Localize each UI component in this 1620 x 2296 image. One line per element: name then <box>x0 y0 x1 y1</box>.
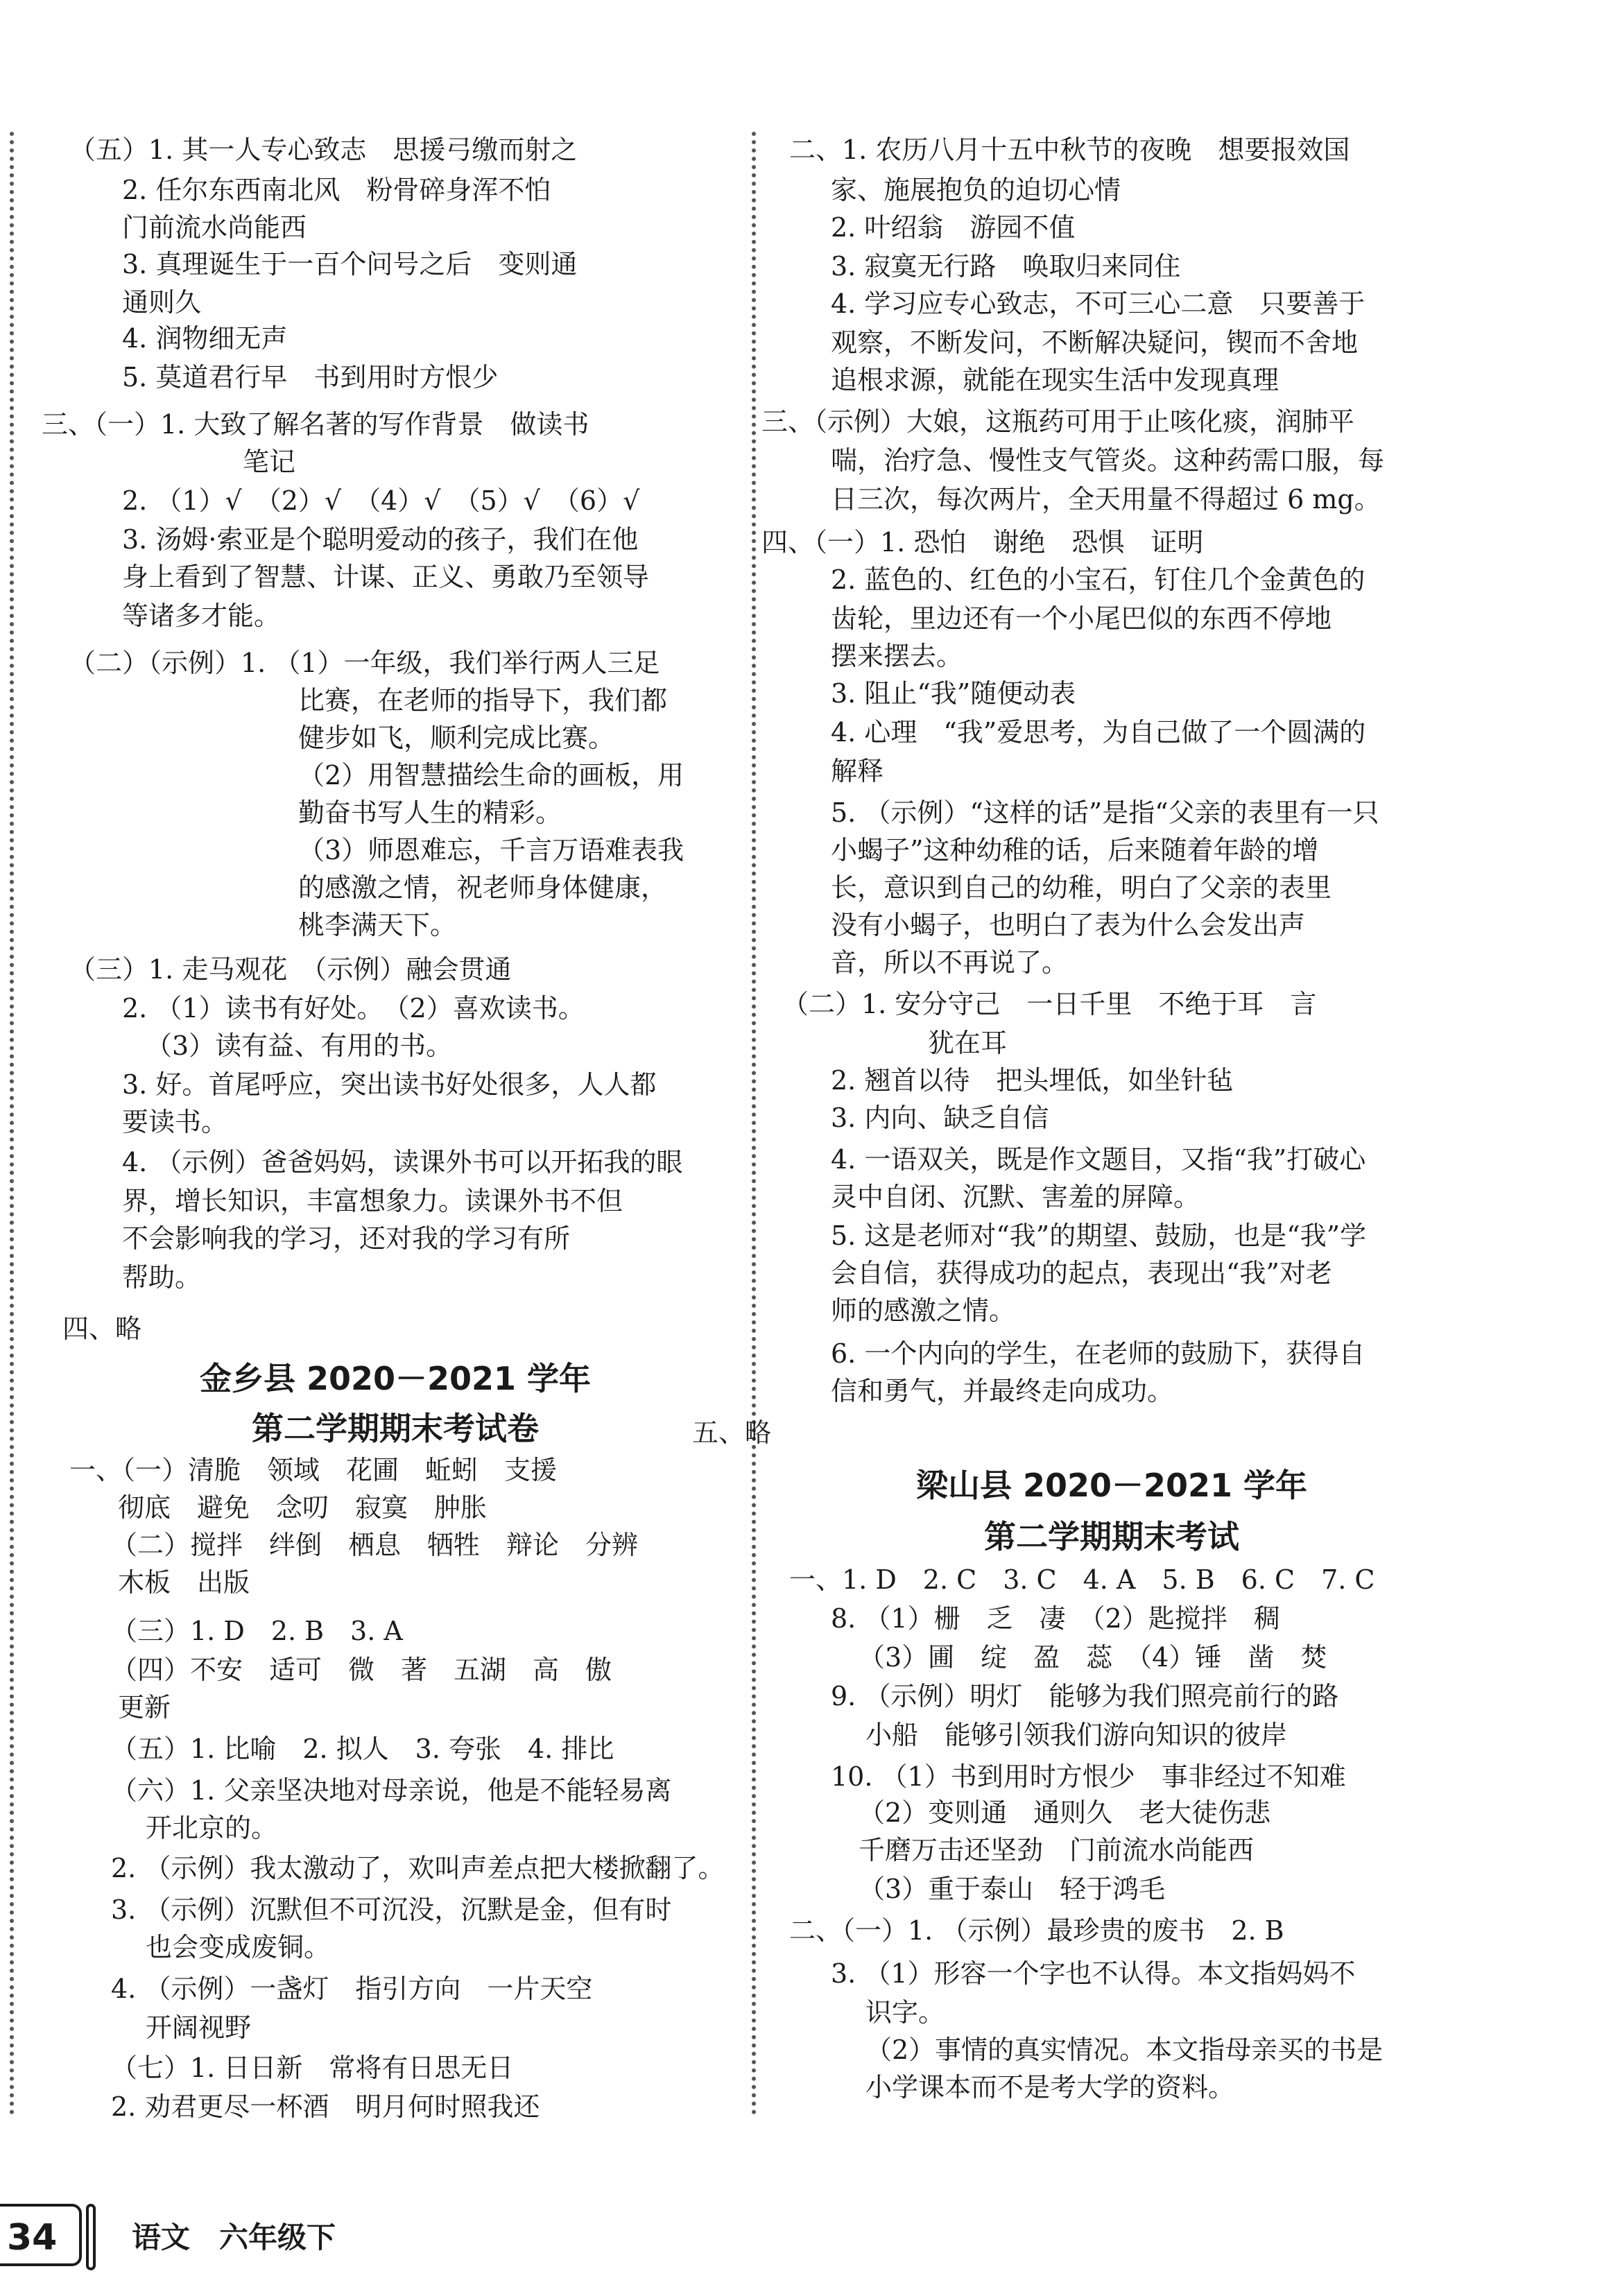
answer-line: 3. 好。首尾呼应，突出读书好处很多，人人都 <box>122 1069 657 1100</box>
answer-line: 3. 寂寞无行路 唤取归来同住 <box>831 251 1181 282</box>
answer-line: 彻底 避免 念叨 寂寞 肿胀 <box>118 1492 488 1523</box>
answer-line: 日三次，每次两片，全天用量不得超过 6 mg。 <box>831 484 1381 515</box>
answer-line: （三）1. 走马观花 （示例）融会贯通 <box>69 954 512 985</box>
answer-line: 一、（一）清脆 领域 花圃 蚯蚓 支援 <box>69 1455 558 1485</box>
answer-line: 四、略 <box>62 1313 142 1344</box>
answer-line: 齿轮，里边还有一个小尾巴似的东西不停地 <box>831 603 1332 634</box>
answer-line: 9. （示例）明灯 能够为我们照亮前行的路 <box>831 1681 1339 1711</box>
answer-line: 3. 真理诞生于一百个问号之后 变则通 <box>122 249 578 279</box>
answer-line: 5. 这是老师对“我”的期望、鼓励，也是“我”学 <box>831 1220 1367 1251</box>
answer-line: 3. 内向、缺乏自信 <box>831 1103 1049 1133</box>
answer-line: 10. （1）书到用时方恨少 事非经过不知难 <box>831 1761 1346 1792</box>
answer-line: 3. 汤姆·索亚是个聪明爱动的孩子，我们在他 <box>122 524 639 555</box>
answer-line: 五、略 <box>692 1417 772 1448</box>
answer-line: （3）圃 绽 盈 蕊 （4）锤 凿 焚 <box>859 1642 1327 1673</box>
answer-line: （2）事情的真实情况。本文指母亲买的书是 <box>865 2035 1384 2065</box>
answer-line: 灵中自闭、沉默、害羞的屏障。 <box>831 1182 1200 1212</box>
answer-line: 解释 <box>831 756 884 786</box>
answer-line: 二、1. 农历八月十五中秋节的夜晚 想要报效国 <box>789 135 1350 165</box>
answer-line: 4. 润物细无声 <box>122 323 288 354</box>
page-number: 34 <box>7 2217 58 2259</box>
answer-line: 没有小蝎子，也明白了表为什么会发出声 <box>831 910 1306 940</box>
answer-line: （三）1. D 2. B 3. A <box>111 1616 403 1646</box>
answer-line: 3. （1）形容一个字也不认得。本文指妈妈不 <box>831 1958 1356 1989</box>
answer-line: 健步如飞，顺利完成比赛。 <box>298 723 615 753</box>
subject-grade-label: 语文 六年级下 <box>132 2220 336 2254</box>
section-heading: 第二学期期末考试卷 <box>252 1410 539 1447</box>
answer-line: 木板 出版 <box>118 1567 250 1598</box>
answer-line: 四、（一）1. 恐怕 谢绝 恐惧 证明 <box>761 527 1204 558</box>
answer-line: 开阔视野 <box>146 2012 252 2043</box>
answer-line: 二、（一）1. （示例）最珍贵的废书 2. B <box>789 1915 1284 1946</box>
answer-line: 会自信，获得成功的起点，表现出“我”对老 <box>831 1258 1332 1288</box>
answer-line: 2. 任尔东西南北风 粉骨碎身浑不怕 <box>122 175 551 205</box>
answer-line: 更新 <box>118 1692 171 1723</box>
section-heading: 第二学期期末考试 <box>984 1518 1239 1555</box>
answer-line: 追根求源，就能在现实生活中发现真理 <box>831 365 1279 395</box>
answer-line: 信和勇气，并最终走向成功。 <box>831 1376 1174 1406</box>
answer-line: 帮助。 <box>122 1262 202 1293</box>
answer-line: 师的感激之情。 <box>831 1295 1016 1326</box>
answer-line: 喘，治疗急、慢性支气管炎。这种药需口服，每 <box>831 445 1385 476</box>
answer-line: 2. （示例）我太激动了，欢叫声差点把大楼掀翻了。 <box>111 1853 725 1883</box>
answer-line: 2. 劝君更尽一杯酒 明月何时照我还 <box>111 2091 540 2122</box>
left-margin-dotted-rule <box>10 132 14 2116</box>
answer-line: 门前流水尚能西 <box>122 212 307 243</box>
answer-line: 音，所以不再说了。 <box>831 947 1069 978</box>
answer-line: 要读书。 <box>122 1107 228 1137</box>
answer-line: 三、（一）1. 大致了解名著的写作背景 做读书 <box>42 409 589 440</box>
answer-line: （2）变则通 通则久 老大徒伤悲 <box>859 1797 1271 1828</box>
answer-line: 4. 一语双关，既是作文题目，又指“我”打破心 <box>831 1144 1366 1175</box>
section-heading: 金乡县 2020－2021 学年 <box>199 1360 592 1397</box>
answer-line: 2. （1）读书有好处。 （2）喜欢读书。 <box>122 993 585 1024</box>
answer-line: 4. （示例）爸爸妈妈，读课外书可以开拓我的眼 <box>122 1147 683 1177</box>
section-heading: 梁山县 2020－2021 学年 <box>915 1467 1308 1504</box>
answer-line: 通则久 <box>122 287 202 318</box>
answer-line: 千磨万击还坚劲 门前流水尚能西 <box>859 1835 1255 1865</box>
answer-line: 2. 叶绍翁 游园不值 <box>831 212 1076 243</box>
answer-line: 比赛，在老师的指导下，我们都 <box>298 685 668 716</box>
answer-line: 等诸多才能。 <box>122 601 281 631</box>
answer-line: （五）1. 其一人专心致志 思援弓缴而射之 <box>69 135 578 165</box>
answer-line: 犹在耳 <box>928 1028 1008 1058</box>
answer-line: （四）不安 适可 微 著 五湖 高 傲 <box>111 1655 612 1685</box>
center-dotted-rule <box>752 132 756 2116</box>
answer-line: 3. （示例）沉默但不可沉没，沉默是金，但有时 <box>111 1894 672 1925</box>
answer-line: 4. 心理 “我”爱思考，为自己做了一个圆满的 <box>831 717 1366 748</box>
answer-line: 5. （示例）“这样的话”是指“父亲的表里有一只 <box>831 797 1379 828</box>
answer-line: （3）读有益、有用的书。 <box>146 1030 453 1061</box>
page-number-tab <box>0 2204 82 2266</box>
answer-line: 3. 阻止“我”随便动表 <box>831 678 1076 709</box>
answer-line: 4. （示例）一盏灯 指引方向 一片天空 <box>111 1974 593 2004</box>
answer-line: 2. 翘首以待 把头埋低，如坐针毡 <box>831 1065 1234 1096</box>
answer-line: 勤奋书写人生的精彩。 <box>298 797 562 828</box>
answer-line: 的感激之情，祝老师身体健康， <box>298 872 668 903</box>
answer-line: 小船 能够引领我们游向知识的彼岸 <box>865 1720 1288 1750</box>
answer-line: 小学课本而不是考大学的资料。 <box>865 2072 1235 2103</box>
answer-line: （六）1. 父亲坚决地对母亲说，他是不能轻易离 <box>111 1775 672 1806</box>
answer-line: （五）1. 比喻 2. 拟人 3. 夸张 4. 排比 <box>111 1734 614 1764</box>
page-tab-bar <box>86 2204 96 2270</box>
answer-line: 摆来摆去。 <box>831 641 963 671</box>
answer-line: （二）搅拌 绊倒 栖息 牺牲 辩论 分辨 <box>111 1530 639 1560</box>
answer-line: 一、1. D 2. C 3. C 4. A 5. B 6. C 7. C <box>789 1564 1375 1595</box>
answer-line: 不会影响我的学习，还对我的学习有所 <box>122 1223 571 1254</box>
answer-line: （七）1. 日日新 常将有日思无日 <box>111 2053 514 2083</box>
answer-line: （2）用智慧描绘生命的画板，用 <box>298 760 684 791</box>
answer-line: 小蝎子”这种幼稚的话，后来随着年龄的增 <box>831 835 1319 865</box>
answer-line: 开北京的。 <box>146 1813 278 1843</box>
page-footer <box>0 2204 485 2273</box>
answer-line: （3）重于泰山 轻于鸿毛 <box>859 1874 1166 1904</box>
answer-line: 2. （1）√ （2）√ （4）√ （5）√ （6）√ <box>122 485 640 516</box>
answer-line: 5. 莫道君行早 书到用时方恨少 <box>122 362 499 392</box>
answer-line: 识字。 <box>865 1997 945 2028</box>
answer-line: 三、（示例）大娘，这瓶药可用于止咳化痰，润肺平 <box>761 406 1355 437</box>
answer-line: 长，意识到自己的幼稚，明白了父亲的表里 <box>831 872 1332 903</box>
answer-line: （3）师恩难忘，千言万语难表我 <box>298 835 684 865</box>
answer-line: 界，增长知识，丰富想象力。读课外书不但 <box>122 1186 623 1216</box>
answer-line: 桃李满天下。 <box>298 910 457 940</box>
answer-line: 身上看到了智慧、计谋、正义、勇敢乃至领导 <box>122 562 650 592</box>
answer-line: 4. 学习应专心致志，不可三心二意 只要善于 <box>831 288 1365 319</box>
answer-line: （二）（示例）1. （1）一年级，我们举行两人三足 <box>69 648 660 678</box>
answer-line: 观察，不断发问，不断解决疑问，锲而不舍地 <box>831 327 1359 358</box>
answer-line: 6. 一个内向的学生，在老师的鼓励下，获得自 <box>831 1338 1365 1369</box>
answer-line: 8. （1）栅 乏 凄 （2）匙搅拌 稠 <box>831 1603 1280 1634</box>
answer-line: 2. 蓝色的、红色的小宝石，钉住几个金黄色的 <box>831 564 1365 595</box>
answer-line: 家、施展抱负的迫切心情 <box>831 175 1121 205</box>
answer-line: 也会变成废铜。 <box>146 1932 331 1962</box>
answer-line: 笔记 <box>243 447 296 477</box>
answer-line: （二）1. 安分守己 一日千里 不绝于耳 言 <box>782 989 1317 1019</box>
